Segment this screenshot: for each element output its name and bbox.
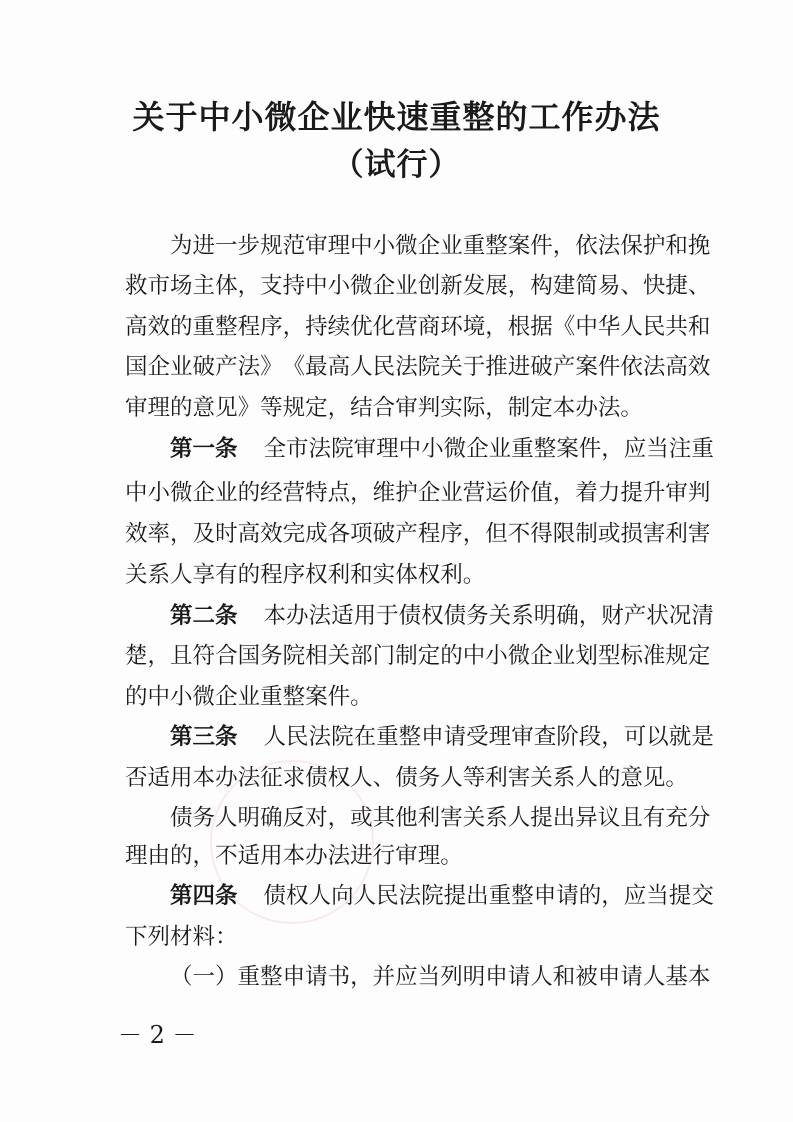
body-line	[0, 596, 714, 636]
body-line-text: 人 民 法 院 在 重 整 申 请 受 理 审 查 阶 段 ， 可 以 就 是	[263, 724, 714, 750]
body-line	[0, 347, 711, 387]
page-number: － 2 －	[118, 1021, 197, 1049]
body-line-text: 救 市 场 主 体 ， 支 持 中 小 微 企 业 创 新 发 展 ， 构 建 简 易 、 快 捷 、	[125, 273, 711, 299]
article-heading: 第一条	[170, 436, 238, 462]
body-line-text: 否 适 用 本 办 法 征 求 债 权 人 、 债 务 人 等 利 害 关 系 人 的 意 见 。	[125, 765, 688, 791]
article-heading: 第四条	[170, 883, 238, 909]
body-line	[0, 717, 714, 757]
body-line	[0, 957, 711, 997]
body-line-text: 为 进 一 步 规 范 审 理 中 小 微 企 业 重 整 案 件 ， 依 法 保 护 和 挽	[170, 233, 711, 259]
body-line-text: 下 列 材 料 ：	[125, 924, 238, 950]
body-line-text: 中 小 微 企 业 的 经 营 特 点 ， 维 护 企 业 营 运 价 值 ， 着 力 提 升 审 判	[125, 480, 711, 506]
body-line	[0, 677, 675, 717]
body-line-text: 国 企 业 破 产 法 》 《 最 高 人 民 法 院 关 于 推 进 破 产 案 件 依 法 高 效	[125, 354, 711, 380]
body-line	[0, 798, 711, 838]
body-line-text: 债 权 人 向 人 民 法 院 提 出 重 整 申 请 的 ， 应 当 提 交	[263, 883, 714, 909]
body-line	[0, 876, 714, 916]
document-title: 关于中小微企业快速重整的工作办法	[132, 98, 661, 136]
body-line	[0, 836, 675, 876]
body-line	[0, 429, 714, 469]
body-line	[0, 307, 711, 347]
body-line-text: 本 办 法 适 用 于 债 权 债 务 关 系 明 确 ， 财 产 状 况 清	[263, 603, 714, 629]
document-subtitle: （试行）	[332, 147, 461, 183]
body-line	[0, 555, 675, 595]
body-line-text: 审 理 的 意 见 》 等 规 定 ， 结 合 审 判 实 际 ， 制 定 本 办 法 。	[125, 395, 643, 421]
body-line	[0, 636, 711, 676]
body-line-text: 债 务 人 明 确 反 对 ， 或 其 他 利 害 关 系 人 提 出 异 议 且 有 充 分	[170, 805, 711, 831]
body-line-text: 的 中 小 微 企 业 重 整 案 件 。	[125, 684, 373, 710]
body-line-text: 理 由 的 ， 不 适 用 本 办 法 进 行 审 理 。	[125, 843, 463, 869]
body-line	[0, 917, 675, 957]
body-line	[0, 758, 688, 798]
body-line-text: 楚 ， 且 符 合 国 务 院 相 关 部 门 制 定 的 中 小 微 企 业 划 型 标 准 规 定	[125, 643, 711, 669]
article-heading: 第三条	[170, 724, 238, 750]
body-line-text: （ 一 ） 重 整 申 请 书 ， 并 应 当 列 明 申 请 人 和 被 申 请 人 基 本	[170, 964, 711, 990]
body-line-text: 高 效 的 重 整 程 序 ， 持 续 优 化 营 商 环 境 ， 根 据 《 中 华 人 民 共 和	[125, 314, 711, 340]
article-heading: 第二条	[170, 603, 238, 629]
body-line	[0, 388, 675, 428]
body-line-text: 全 市 法 院 审 理 中 小 微 企 业 重 整 案 件 ， 应 当 注 重	[263, 436, 714, 462]
body-line-text: 关 系 人 享 有 的 程 序 权 利 和 实 体 权 利 。	[125, 562, 486, 588]
body-line	[0, 473, 711, 513]
body-line	[0, 266, 711, 306]
body-line	[0, 226, 711, 266]
body-line-text: 效 率 ， 及 时 高 效 完 成 各 项 破 产 程 序 ， 但 不 得 限 制 或 损 害 利 害	[125, 521, 711, 547]
body-line	[0, 514, 711, 554]
